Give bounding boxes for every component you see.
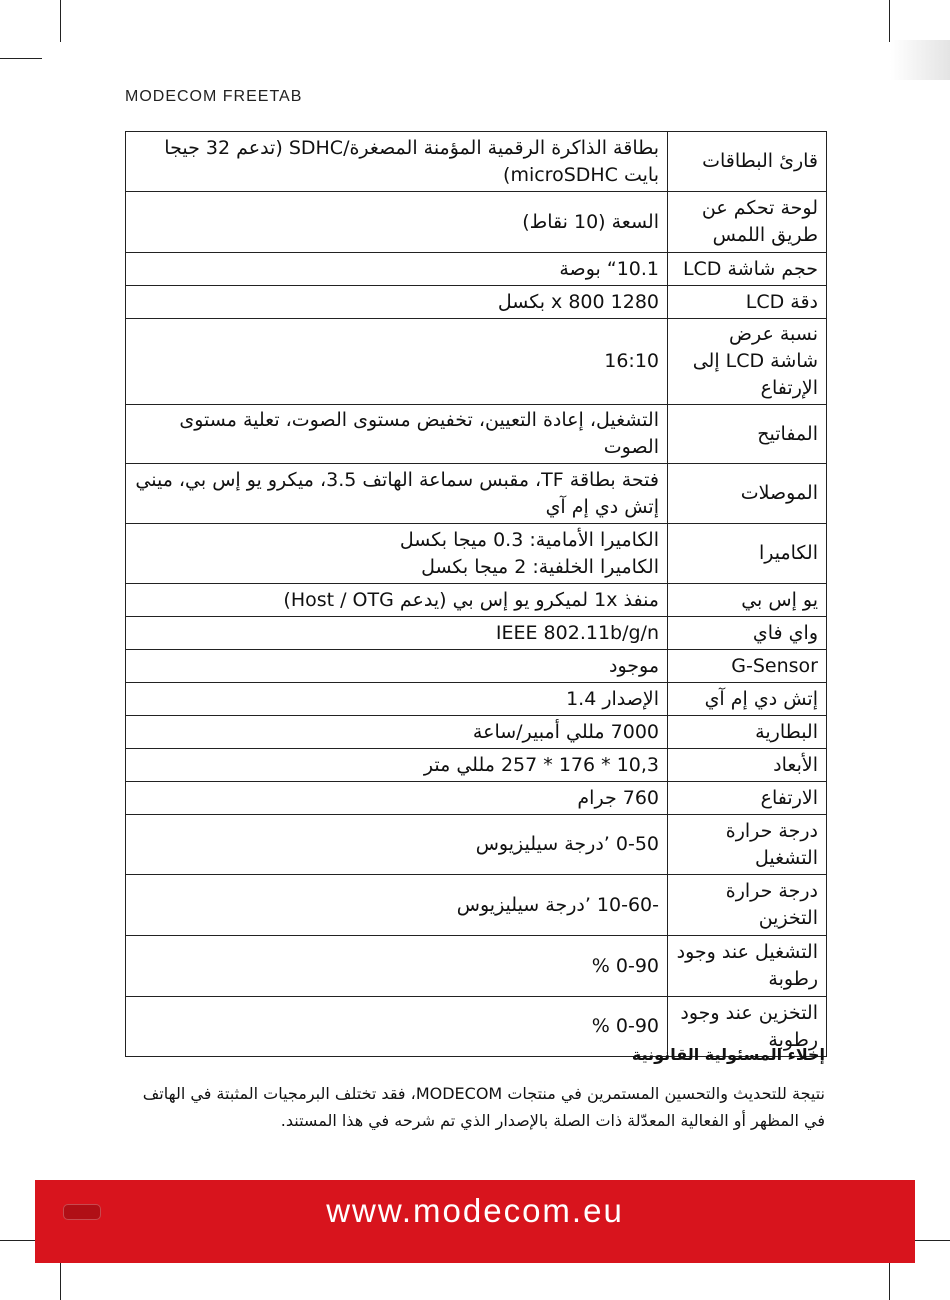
spec-table bbox=[125, 131, 827, 1057]
table-row bbox=[126, 132, 827, 192]
spec-label: المفاتيح bbox=[668, 405, 827, 464]
spec-label: الكاميرا bbox=[668, 524, 827, 584]
table-row bbox=[126, 319, 827, 405]
spec-value: IEEE 802.11b/g/n bbox=[126, 617, 668, 650]
crop-mark-top-right-v bbox=[889, 0, 890, 42]
table-row bbox=[126, 749, 827, 782]
document-header: MODECOM FREETAB bbox=[125, 88, 303, 105]
table-row bbox=[126, 464, 827, 524]
footer-banner bbox=[35, 1180, 915, 1263]
spec-value: التشغيل، إعادة التعيين، تخفيض مستوى الصوت، تعلية مستوى الصوت bbox=[126, 405, 668, 464]
crop-mark-bottom-left-v bbox=[60, 1262, 61, 1300]
spec-value: موجود bbox=[126, 650, 668, 683]
table-row bbox=[126, 584, 827, 617]
spec-label: لوحة تحكم عن طريق اللمس bbox=[668, 192, 827, 253]
table-row bbox=[126, 405, 827, 464]
crop-mark-top-left-h bbox=[0, 58, 42, 59]
spec-value-line: الكاميرا الأمامية: 0.3 ميجا بكسل bbox=[399, 528, 659, 551]
spec-value: السعة (10 نقاط) bbox=[126, 192, 668, 253]
spec-value bbox=[126, 524, 668, 584]
footer-url: www.modecom.eu bbox=[326, 1192, 624, 1229]
spec-label: دقة LCD bbox=[668, 286, 827, 319]
spec-value: 7000 مللي أمبير/ساعة bbox=[126, 716, 668, 749]
spec-label: نسبة عرض شاشة LCD إلى الإرتفاع bbox=[668, 319, 827, 405]
spec-value: -10-60 ’درجة سيليزيوس bbox=[126, 875, 668, 936]
spec-label: درجة حرارة التخزين bbox=[668, 875, 827, 936]
spec-value: الإصدار 1.4 bbox=[126, 683, 668, 716]
spec-value: منفذ 1x لميكرو يو إس بي (يدعم Host / OTG) bbox=[126, 584, 668, 617]
crop-mark-bottom-right-v bbox=[889, 1262, 890, 1300]
spec-value: 16:10 bbox=[126, 319, 668, 405]
crop-mark-top-left-v bbox=[60, 0, 61, 42]
spec-label: الموصلات bbox=[668, 464, 827, 524]
table-row bbox=[126, 782, 827, 815]
spec-label: G-Sensor bbox=[668, 650, 827, 683]
spec-value: 0-50 ’درجة سيليزيوس bbox=[126, 815, 668, 875]
table-row bbox=[126, 192, 827, 253]
spec-label: الارتفاع bbox=[668, 782, 827, 815]
spec-value: 10,3 * 176 * 257 مللي متر bbox=[126, 749, 668, 782]
spec-value-line: الكاميرا الخلفية: 2 ميجا بكسل bbox=[421, 555, 659, 578]
spec-value: 10.1“ بوصة bbox=[126, 253, 668, 286]
spec-label: التخزين عند وجود رطوبة bbox=[668, 997, 827, 1057]
spec-label: إتش دي إم آي bbox=[668, 683, 827, 716]
table-row bbox=[126, 683, 827, 716]
spec-value: 760 جرام bbox=[126, 782, 668, 815]
table-row bbox=[126, 815, 827, 875]
page-edge-shade bbox=[890, 40, 950, 80]
spec-label: البطارية bbox=[668, 716, 827, 749]
disclaimer-body: نتيجة للتحديث والتحسين المستمرين في منتجات MODECOM، فقد تختلف البرمجيات المثبتة في الهاتف في المظهر أو الفعالية المعدّلة ذات الصلة بالإصدار الذي تم شرحه في هذا المستند. bbox=[142, 1084, 825, 1130]
spec-label: درجة حرارة التشغيل bbox=[668, 815, 827, 875]
spec-label: قارئ البطاقات bbox=[668, 132, 827, 192]
table-row bbox=[126, 286, 827, 319]
spec-value: فتحة بطاقة TF، مقبس سماعة الهاتف 3.5، ميكرو يو إس بي، ميني إتش دي إم آي bbox=[126, 464, 668, 524]
spec-label: التشغيل عند وجود رطوبة bbox=[668, 936, 827, 997]
table-row bbox=[126, 617, 827, 650]
table-row bbox=[126, 716, 827, 749]
spec-label: الأبعاد bbox=[668, 749, 827, 782]
spec-label: يو إس بي bbox=[668, 584, 827, 617]
spec-label: حجم شاشة LCD bbox=[668, 253, 827, 286]
table-row bbox=[126, 524, 827, 584]
spec-value: بطاقة الذاكرة الرقمية المؤمنة المصغرة/SDHC (تدعم 32 جيجا بايت microSDHC) bbox=[126, 132, 668, 192]
table-row bbox=[126, 875, 827, 936]
table-row bbox=[126, 650, 827, 683]
spec-value: 0-90 % bbox=[126, 936, 668, 997]
spec-label: واي فاي bbox=[668, 617, 827, 650]
spec-value: 0-90 % bbox=[126, 997, 668, 1057]
spec-value: 1280 x 800 بكسل bbox=[126, 286, 668, 319]
table-row bbox=[126, 253, 827, 286]
disclaimer-title: إخلاء المسئولية القانونية bbox=[631, 1045, 825, 1064]
table-row bbox=[126, 936, 827, 997]
